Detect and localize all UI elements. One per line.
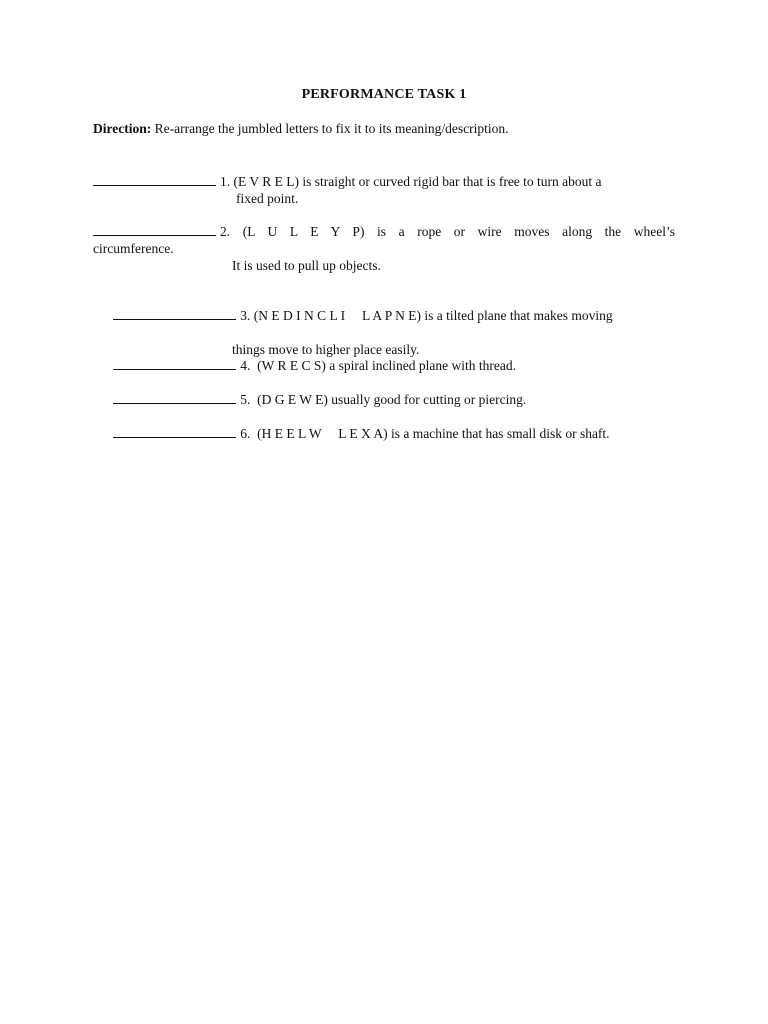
question-item-1 — [93, 172, 675, 207]
question-1-text: 1. (E V R E L) is straight or curved rigid bar that is free to turn about a — [220, 174, 602, 189]
question-item-2 — [93, 222, 675, 274]
question-3-continuation: things move to higher place easily. — [232, 342, 420, 357]
direction-text: Re-arrange the jumbled letters to fix it to its meaning/description. — [151, 121, 509, 136]
page-title: PERFORMANCE TASK 1 — [301, 87, 467, 102]
question-2-text: 2. (L U L E Y P) is a rope or wire moves along the wheel’s — [220, 224, 675, 239]
question-2-continuation: circumference. — [93, 241, 174, 256]
answer-blank-5[interactable] — [113, 390, 236, 404]
question-5-text: 5. (D G E W E) usually good for cutting or piercing. — [240, 392, 527, 407]
answer-blank-4[interactable] — [113, 356, 236, 370]
question-item-6 — [93, 407, 675, 459]
question-2-note: It is used to pull up objects. — [232, 258, 381, 273]
question-3-text: 3. (N E D I N C L I L A P N E) is a tilted plane that makes moving — [240, 308, 613, 323]
direction-label: Direction: — [93, 121, 152, 136]
answer-blank-3[interactable] — [113, 306, 236, 320]
question-1-continuation: fixed point. — [236, 191, 299, 206]
direction-instruction — [93, 121, 509, 137]
answer-blank-6[interactable] — [113, 424, 236, 438]
answer-blank-2[interactable] — [93, 222, 216, 236]
question-4-text: 4. (W R E C S) a spiral inclined plane with thread. — [240, 358, 516, 373]
answer-blank-1[interactable] — [93, 172, 216, 186]
question-6-text: 6. (H E E L W L E X A) is a machine that has small disk or shaft. — [240, 426, 610, 441]
